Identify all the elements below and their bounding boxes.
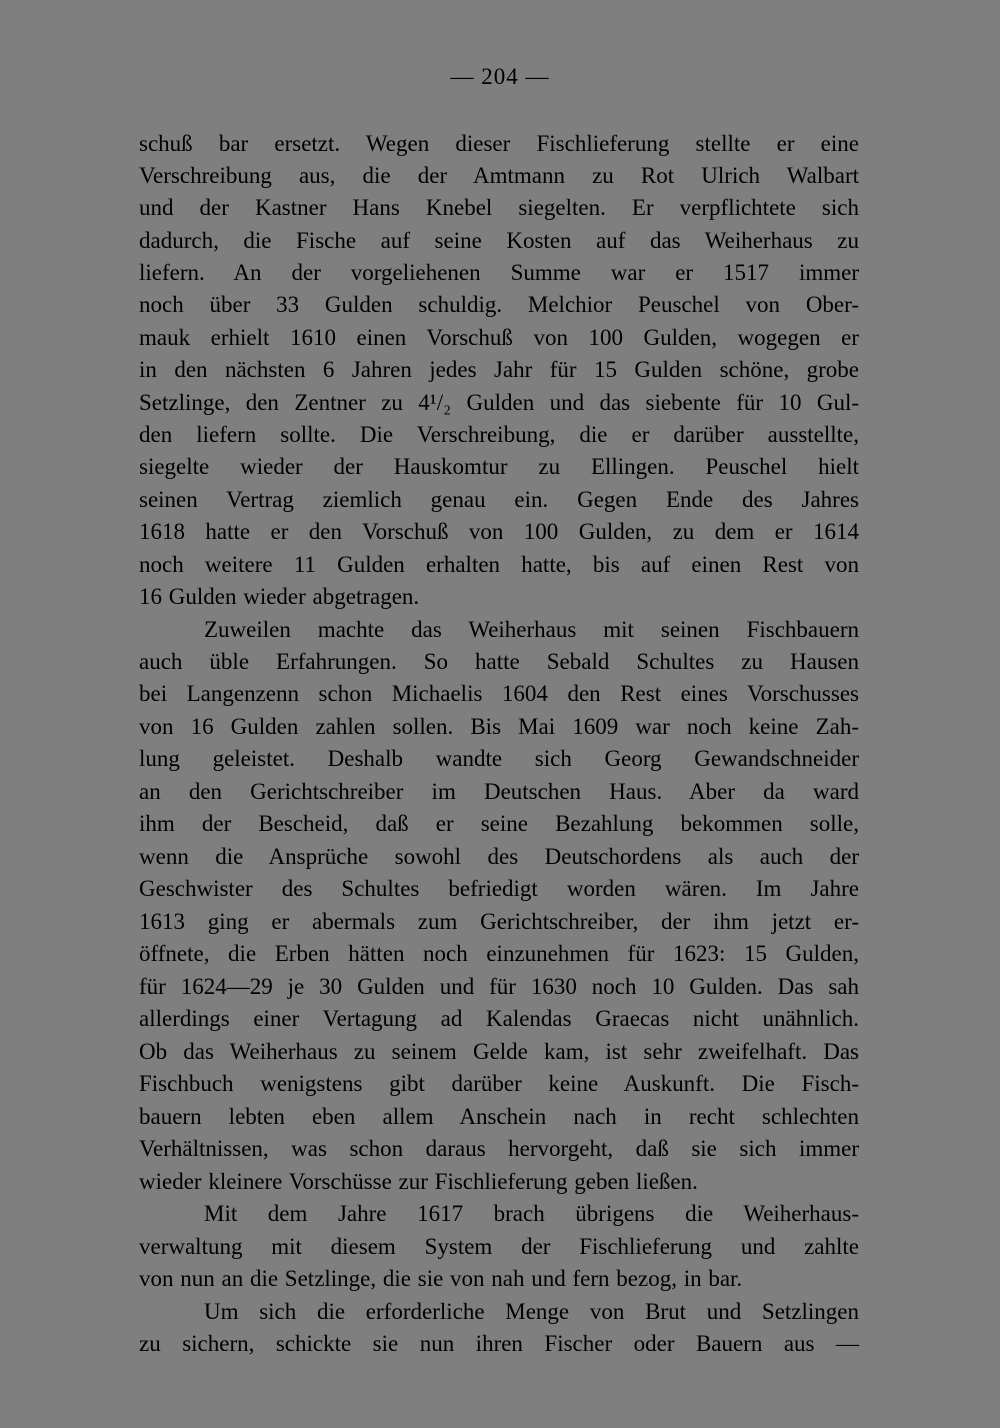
text-line: von 16 Gulden zahlen sollen. Bis Mai 1609 war noch keine Zah- [139,714,859,739]
text-line: 1618 hatte er den Vorschuß von 100 Gulden, zu dem er 1614 [139,519,859,544]
text-line: in den nächsten 6 Jahren jedes Jahr für 15 Gulden schöne, grobe [139,357,859,382]
text-line: Verschreibung aus, die der Amtmann zu Rot Ulrich Walbart [139,163,859,188]
text-line: 16 Gulden wieder abgetragen. [139,584,420,609]
text-line: noch über 33 Gulden schuldig. Melchior Peuschel von Ober- [139,292,859,317]
text-line: Fischbuch wenigstens gibt darüber keine Auskunft. Die Fisch- [139,1071,859,1096]
text-line: liefern. An der vorgeliehenen Summe war er 1517 immer [139,260,859,285]
text-line: wenn die Ansprüche sowohl des Deutschordens als auch der [139,844,859,869]
text-line: zu sichern, schickte sie nun ihren Fischer oder Bauern aus — [139,1331,859,1356]
text-line: ihm der Bescheid, daß er seine Bezahlung bekommen solle, [139,811,859,836]
text-line: siegelte wieder der Hauskomtur zu Ellingen. Peuschel hielt [139,454,859,479]
text-line: seinen Vertrag ziemlich genau ein. Gegen Ende des Jahres [139,487,859,512]
text-line: bauern lebten eben allem Anschein nach in recht schlechten [139,1104,859,1129]
text-line: Ob das Weiherhaus zu seinem Gelde kam, ist sehr zweifelhaft. Das [139,1039,859,1064]
text-line: mauk erhielt 1610 einen Vorschuß von 100 Gulden, wogegen er [139,325,859,350]
text-line: von nun an die Setzlinge, die sie von nah und fern bezog, in bar. [139,1266,743,1291]
text-line: den liefern sollte. Die Verschreibung, die er darüber ausstellte, [139,422,859,447]
paragraph-first-line: Mit dem Jahre 1617 brach übrigens die Weiherhaus- [204,1201,859,1226]
paragraph-first-line: Um sich die erforderliche Menge von Brut und Setzlingen [204,1299,859,1324]
paragraph-first-line: Zuweilen machte das Weiherhaus mit seinen Fischbauern [204,617,859,642]
text-line: verwaltung mit diesem System der Fischlieferung und zahlte [139,1234,859,1259]
text-line: bei Langenzenn schon Michaelis 1604 den Rest eines Vorschusses [139,681,859,706]
text-line: schuß bar ersetzt. Wegen dieser Fischlieferung stellte er eine [139,131,859,156]
text-line: 1613 ging er abermals zum Gerichtschreiber, der ihm jetzt er- [139,909,859,934]
text-line: lung geleistet. Deshalb wandte sich Georg Gewandschneider [139,746,859,771]
text-line: Geschwister des Schultes befriedigt worden wären. Im Jahre [139,876,859,901]
text-line: wieder kleinere Vorschüsse zur Fischlieferung geben ließen. [139,1169,698,1194]
text-line: Verhältnissen, was schon daraus hervorgeht, daß sie sich immer [139,1136,859,1161]
text-line: öffnete, die Erben hätten noch einzunehmen für 1623: 15 Gulden, [139,941,859,966]
text-line: allerdings einer Vertagung ad Kalendas Graecas nicht unähnlich. [139,1006,859,1031]
text-line: und der Kastner Hans Knebel siegelten. Er verpflichtete sich [139,195,859,220]
text-line: für 1624—29 je 30 Gulden und für 1630 noch 10 Gulden. Das sah [139,974,859,999]
text-line: Setzlinge, den Zentner zu 4¹/₂ Gulden und das siebente für 10 Gul- [139,390,859,415]
text-line: an den Gerichtschreiber im Deutschen Haus. Aber da ward [139,779,859,804]
text-line: dadurch, die Fische auf seine Kosten auf das Weiherhaus zu [139,228,859,253]
text-line: noch weitere 11 Gulden erhalten hatte, bis auf einen Rest von [139,552,859,577]
page-number: — 204 — [450,64,550,89]
text-line: auch üble Erfahrungen. So hatte Sebald Schultes zu Hausen [139,649,859,674]
